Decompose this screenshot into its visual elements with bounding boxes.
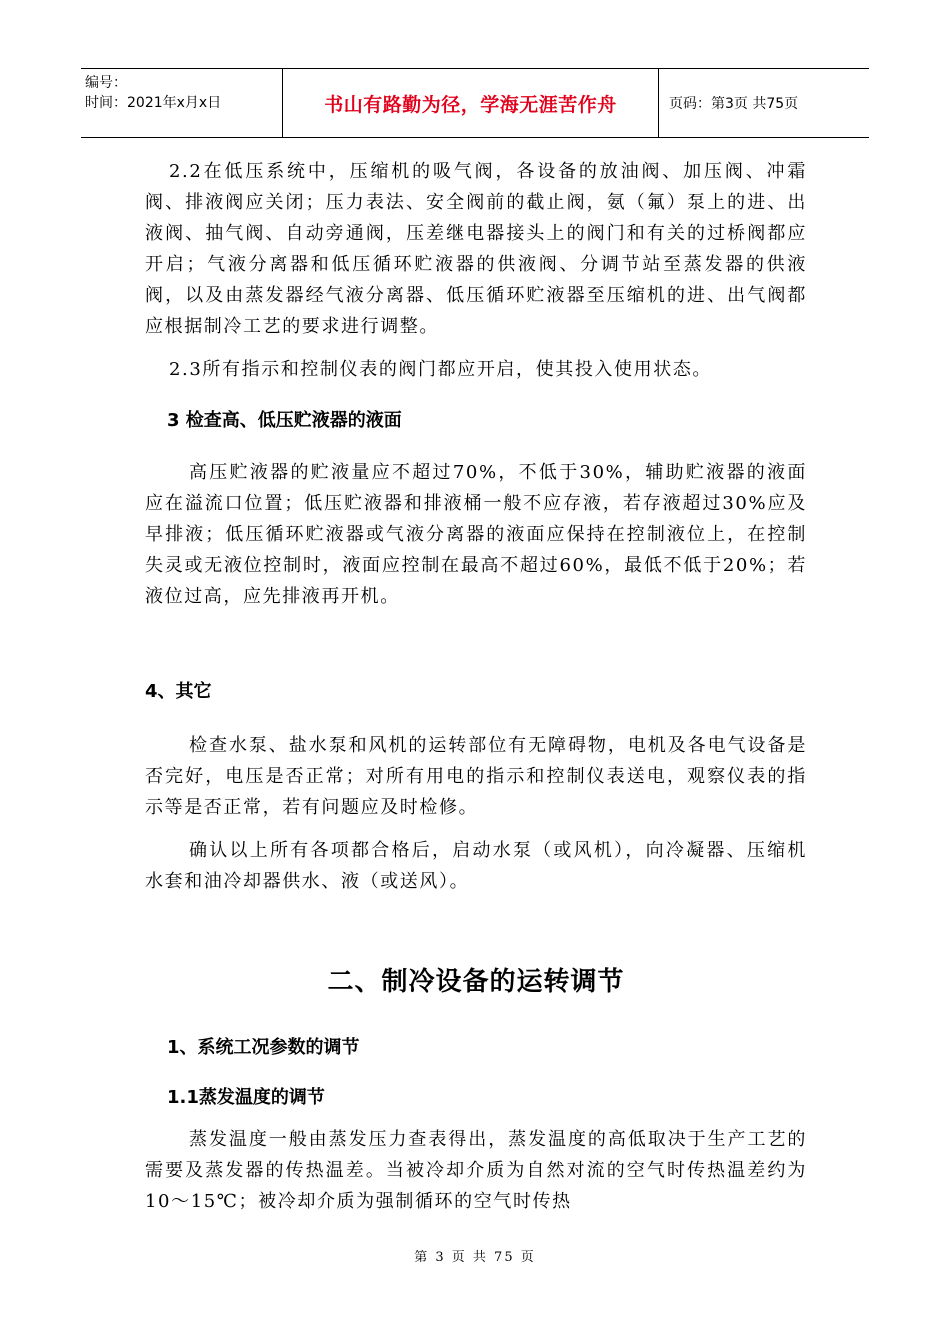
header-motto: 书山有路勤为径，学海无涯苦作舟 (283, 69, 659, 137)
paragraph-2-2: 2.2在低压系统中，压缩机的吸气阀，各设备的放油阀、加压阀、冲霜阀、排液阀应关闭；压力表法、安全阀前的截止阀，氨（氟）泵上的进、出液阀、抽气阀、自动旁通阀，压差继电器接头上的阀门和有关的过桥阀都应开启；气液分离器和低压循环贮液器的供液阀、分调节站至蒸发器的供液阀，以及由蒸发器经气液分离器、低压循环贮液器至压缩机的进、出气阀都应根据制冷工艺的要求进行调整。 (145, 161, 807, 337)
document-date: 时间：2021年x月x日 (85, 95, 222, 111)
document-number-label: 编号： (85, 75, 127, 91)
document-body (145, 156, 807, 1217)
page-footer: 第 3 页 共 75 页 (414, 1250, 536, 1265)
paragraph-check-pumps: 检查水泵、盐水泵和风机的运转部位有无障碍物，电机及各电气设备是否完好，电压是否正常；对所有用电的指示和控制仪表送电，观察仪表的指示等是否正常，若有问题应及时检修。 (145, 735, 807, 818)
heading-system-parameters: 1、系统工况参数的调节 (167, 1037, 360, 1058)
paragraph-start-pumps: 确认以上所有各项都合格后，启动水泵（或风机），向冷凝器、压缩机水套和油冷却器供水、液（或送风）。 (145, 840, 807, 892)
paragraph-evaporating-temperature: 蒸发温度一般由蒸发压力查表得出，蒸发温度的高低取决于生产工艺的需要及蒸发器的传热温差。当被冷却介质为自然对流的空气时传热温差约为10～15℃；被冷却介质为强制循环的空气时传热 (145, 1129, 807, 1212)
paragraph-receiver-level: 高压贮液器的贮液量应不超过70%，不低于30%，辅助贮液器的液面应在溢流口位置；低压贮液器和排液桶一般不应存液，若存液超过30%应及早排液；低压循环贮液器或气液分离器的液面应保持在控制液位上，在控制失灵或无液位控制时，液面应控制在最高不超过60%，最低不低于20%；若液位过高，应先排液再开机。 (145, 462, 807, 607)
heading-others: 4、其它 (145, 681, 212, 702)
heading-check-receiver-level: 3 检查高、低压贮液器的液面 (167, 410, 402, 431)
heading-evaporating-temperature: 1.1蒸发温度的调节 (167, 1087, 325, 1108)
section-title: 二、制冷设备的运转调节 (327, 967, 625, 997)
header-page-info: 页码：第3页 共75页 (669, 96, 799, 112)
paragraph-2-3: 2.3所有指示和控制仪表的阀门都应开启，使其投入使用状态。 (169, 359, 713, 380)
header-meta-cell (81, 69, 283, 137)
page-header (81, 68, 869, 138)
